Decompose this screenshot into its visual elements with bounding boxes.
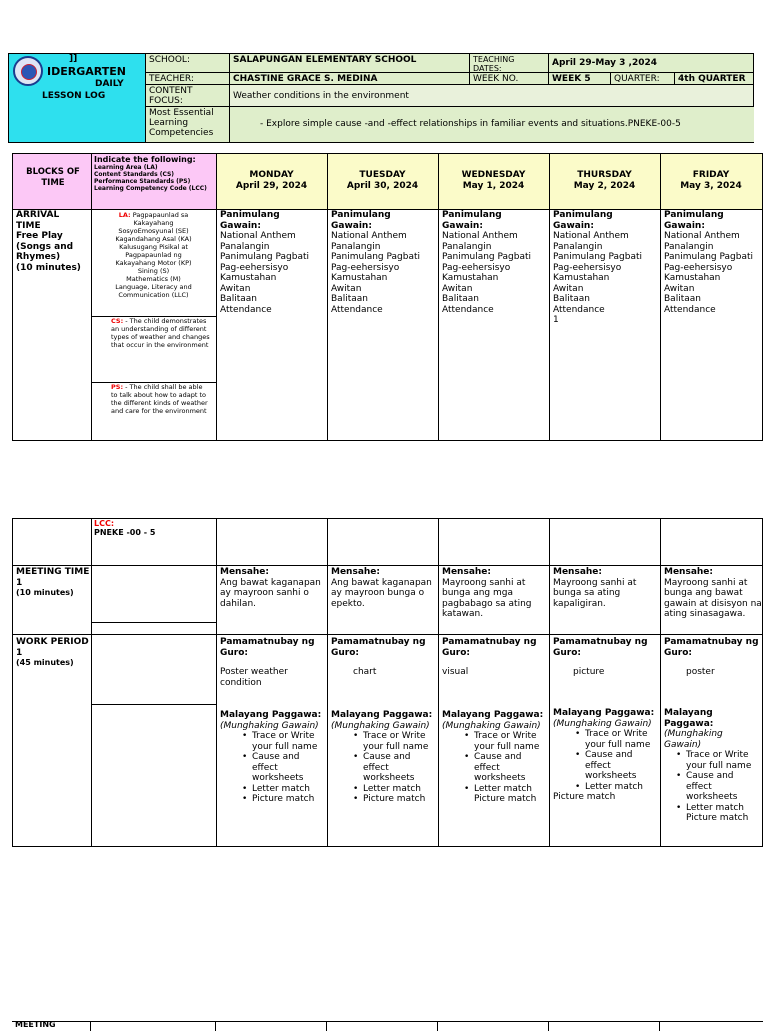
malayang-label: Malayang Paggawa: bbox=[664, 708, 714, 729]
work-thursday-malayang bbox=[553, 708, 659, 803]
meeting-monday-cell bbox=[220, 567, 326, 609]
la-line: Pagpapaunlad ng bbox=[125, 251, 182, 259]
cell-line: Panalangin bbox=[442, 241, 492, 252]
content-focus-value: Weather conditions in the environment bbox=[230, 85, 754, 107]
cell-line: Panimulang bbox=[220, 210, 280, 220]
daily-schedule-table bbox=[12, 153, 763, 441]
indicate-line: Learning Competency Code (LCC) bbox=[94, 185, 207, 192]
cell-line: Gawain: bbox=[664, 220, 705, 231]
activity-item: • Letter match bbox=[464, 784, 548, 795]
guro-value: visual bbox=[442, 667, 469, 677]
cell-line: Attendance bbox=[664, 304, 716, 315]
divider bbox=[437, 1022, 438, 1031]
cell-line: Kamustahan bbox=[553, 273, 610, 283]
la-line: Pagpapaunlad sa bbox=[132, 211, 189, 219]
mensahe-text: Ang bawat kaganapan ay mayroon sanhi o dahilan. bbox=[220, 577, 321, 609]
guro-label: Pamamatnubay ng Guro: bbox=[442, 637, 537, 658]
cell-line: Gawain: bbox=[331, 220, 372, 231]
teaching-dates-label: TEACHING DATES: bbox=[470, 54, 549, 73]
guro-value: poster bbox=[686, 667, 715, 677]
divider bbox=[549, 519, 550, 846]
cell-line: Balitaan bbox=[220, 294, 257, 304]
cell-line: Panimulang bbox=[553, 210, 613, 220]
cell-line: National Anthem bbox=[331, 231, 407, 241]
lcc-value: PNEKE -00 - 5 bbox=[94, 528, 156, 537]
day-header-monday bbox=[216, 154, 327, 209]
cell-line: Attendance bbox=[553, 304, 605, 315]
cell-line: Attendance bbox=[442, 304, 494, 315]
learning-area-cell bbox=[93, 211, 214, 299]
activity-item: • Letter match bbox=[575, 782, 659, 793]
activity-item: • Trace or Write your full name bbox=[575, 729, 659, 750]
work-thursday-guro bbox=[553, 637, 659, 678]
activity-trailing: Picture match bbox=[553, 792, 616, 802]
cell-line: Balitaan bbox=[664, 294, 701, 304]
cell-line: Panimulang Pagbati bbox=[664, 252, 754, 262]
week-value: WEEK 5 bbox=[549, 73, 611, 85]
activity-item: • Trace or Write your full name bbox=[242, 731, 326, 752]
content-focus-label: CONTENT FOCUS: bbox=[146, 85, 230, 107]
day-date: May 2, 2024 bbox=[573, 181, 636, 191]
la-line: Language, Literacy and bbox=[115, 283, 192, 291]
activity-item: • Letter match bbox=[353, 784, 437, 795]
block-title: WORK PERIOD 1 bbox=[16, 637, 89, 658]
activity-item: • Letter match Picture match bbox=[676, 803, 762, 824]
cell-line: Gawain: bbox=[220, 220, 261, 231]
divider bbox=[438, 519, 439, 846]
day-header-friday bbox=[660, 154, 762, 209]
divider bbox=[548, 1022, 549, 1031]
guro-value: picture bbox=[573, 667, 605, 677]
cell-line: Panimulang Pagbati bbox=[442, 252, 532, 262]
cell-line: Attendance bbox=[220, 304, 272, 315]
divider bbox=[91, 519, 92, 846]
cell-line: Kamustahan bbox=[220, 273, 277, 283]
cell-line: Pag-eehersisyo bbox=[331, 262, 400, 273]
cell-line: Kamustahan bbox=[331, 273, 388, 283]
blocks-of-time-header: BLOCKS OF TIME bbox=[26, 167, 80, 188]
cell-line: Awitan bbox=[442, 283, 473, 294]
work-period-block bbox=[16, 637, 90, 669]
la-line: Kakayahang bbox=[133, 219, 174, 227]
divider bbox=[90, 1022, 91, 1031]
divider bbox=[659, 1022, 660, 1031]
guro-label: Pamamatnubay ng Guro: bbox=[331, 637, 426, 658]
la-line: Mathematics (M) bbox=[126, 275, 181, 283]
lesson-log-header bbox=[8, 53, 754, 143]
cell-line: Gawain: bbox=[442, 220, 483, 231]
mungkahing-label: (Munghaking Gawain) bbox=[331, 720, 430, 731]
divider bbox=[660, 519, 661, 846]
la-line: Sining (S) bbox=[137, 267, 170, 275]
performance-standard-cell bbox=[111, 383, 211, 415]
activity-item: • Cause and effect worksheets bbox=[575, 750, 659, 782]
day-date: May 3, 2024 bbox=[680, 181, 742, 191]
divider bbox=[549, 154, 550, 440]
activity-item: • Trace or Write your full name bbox=[464, 731, 548, 752]
day-name: THURSDAY bbox=[577, 170, 632, 180]
cell-line: Pag-eehersisyo bbox=[664, 262, 733, 273]
day-name: WEDNESDAY bbox=[461, 170, 526, 180]
cell-line: Panalangin bbox=[553, 241, 603, 252]
lcc-label: LCC: bbox=[94, 519, 115, 528]
school-label: SCHOOL: bbox=[146, 54, 230, 73]
cell-line: National Anthem bbox=[442, 231, 518, 241]
block-title: MEETING TIME 1 bbox=[16, 567, 90, 588]
block-line: Rhymes) bbox=[16, 252, 61, 262]
work-monday-malayang bbox=[220, 710, 326, 805]
malayang-label: Malayang Paggawa: bbox=[442, 710, 544, 720]
logo-line-3: DAILY bbox=[95, 79, 124, 89]
divider bbox=[216, 154, 217, 440]
day-name: FRIDAY bbox=[692, 170, 730, 180]
activity-item: • Cause and effect worksheets bbox=[353, 752, 437, 784]
la-label: LA: bbox=[118, 211, 131, 219]
quarter-label: QUARTER: bbox=[611, 73, 675, 85]
partial-block-label: MEETING bbox=[15, 1020, 56, 1029]
cell-line: Pag-eehersisyo bbox=[553, 262, 622, 273]
guro-value: Poster weather condition bbox=[220, 667, 288, 688]
cell-line: Panalangin bbox=[664, 241, 714, 252]
guro-value: chart bbox=[353, 667, 377, 677]
indicate-line: Learning Area (LA) bbox=[94, 164, 158, 171]
cs-label: CS: bbox=[111, 317, 124, 325]
cell-line: Balitaan bbox=[553, 294, 590, 304]
la-line: SosyoEmosyunal (SE) bbox=[118, 227, 189, 235]
cell-line: Awitan bbox=[664, 283, 695, 294]
ps-label: PS: bbox=[111, 383, 124, 391]
activity-item: • Trace or Write your full name bbox=[676, 750, 762, 771]
block-line: TIME bbox=[16, 220, 41, 231]
mensahe-text: Ang bawat kaganapan ay mayroon bunga o epekto. bbox=[331, 577, 432, 609]
day-header-wednesday bbox=[438, 154, 549, 209]
block-line: (Songs and bbox=[16, 241, 74, 252]
deped-seal-icon bbox=[13, 56, 43, 86]
divider bbox=[327, 519, 328, 846]
divider bbox=[327, 154, 328, 440]
activity-item: • Cause and effect worksheets bbox=[676, 771, 762, 803]
next-table-edge bbox=[12, 1021, 763, 1031]
divider bbox=[91, 622, 216, 623]
mungkahing-label: (Munghaking Gawain) bbox=[553, 718, 652, 729]
meeting-thursday-cell bbox=[553, 567, 659, 609]
mensahe-label: Mensahe: bbox=[220, 567, 270, 577]
cell-line: Gawain: bbox=[553, 220, 594, 231]
cell-line: Attendance bbox=[331, 304, 383, 315]
divider bbox=[438, 154, 439, 440]
work-tuesday-guro bbox=[331, 637, 437, 678]
day-date: April 30, 2024 bbox=[346, 181, 419, 191]
indicate-line: Performance Standards (PS) bbox=[94, 178, 191, 185]
guro-label: Pamamatnubay ng Guro: bbox=[220, 637, 315, 658]
activity-trailing: Picture match bbox=[474, 794, 537, 804]
mensahe-label: Mensahe: bbox=[442, 567, 492, 577]
logo-line-2: IDERGARTEN bbox=[47, 65, 126, 78]
cell-line: Pag-eehersisyo bbox=[220, 262, 289, 273]
block-line: ARRIVAL bbox=[16, 210, 60, 220]
mungkahing-label: (Munghaking Gawain) bbox=[220, 720, 319, 731]
cell-line: Panimulang bbox=[664, 210, 724, 220]
meeting-wednesday-cell bbox=[442, 567, 548, 620]
mensahe-label: Mensahe: bbox=[664, 567, 714, 577]
divider bbox=[216, 519, 217, 846]
divider bbox=[13, 634, 762, 635]
meeting-tuesday-cell bbox=[331, 567, 437, 609]
arrival-wednesday-cell bbox=[442, 210, 548, 315]
malayang-label: Malayang Paggawa: bbox=[331, 710, 433, 720]
la-line: Kakayahang Motor (KP) bbox=[115, 259, 192, 267]
cell-line: Panimulang Pagbati bbox=[331, 252, 421, 262]
arrival-thursday-cell bbox=[553, 210, 659, 326]
cell-line: National Anthem bbox=[220, 231, 296, 241]
school-value: SALAPUNGAN ELEMENTARY SCHOOL bbox=[230, 54, 470, 73]
activity-item: • Cause and effect worksheets bbox=[464, 752, 548, 784]
indicate-title: Indicate the following: bbox=[94, 155, 196, 164]
week-label: WEEK NO. bbox=[470, 73, 549, 85]
cell-line: Awitan bbox=[331, 283, 362, 294]
content-standard-cell bbox=[111, 317, 211, 349]
mensahe-text: Mayroong sanhi at bunga sa ating kapaligiran. bbox=[553, 577, 637, 609]
lcc-cell bbox=[94, 519, 214, 537]
mungkahing-label: (Munghaking Gawain) bbox=[664, 729, 723, 750]
indicate-header bbox=[94, 155, 214, 192]
mel-label: Most Essential Learning Competencies bbox=[146, 107, 230, 142]
work-wednesday-malayang bbox=[442, 710, 548, 805]
cell-line: Panalangin bbox=[331, 241, 381, 252]
guro-label: Pamamatnubay ng Guro: bbox=[553, 637, 648, 658]
cell-line: Panimulang Pagbati bbox=[220, 252, 310, 262]
mensahe-label: Mensahe: bbox=[553, 567, 603, 577]
divider bbox=[215, 1022, 216, 1031]
meeting-time-block bbox=[16, 567, 90, 599]
cell-line: Balitaan bbox=[331, 294, 368, 304]
mensahe-label: Mensahe: bbox=[331, 567, 381, 577]
block-minutes: (10 minutes) bbox=[16, 588, 74, 597]
arrival-tuesday-cell bbox=[331, 210, 437, 315]
activity-item: • Picture match bbox=[353, 794, 437, 805]
teaching-dates-value: April 29-May 3 ,2024 bbox=[549, 54, 754, 73]
cell-line: Panimulang bbox=[442, 210, 502, 220]
work-monday-guro bbox=[220, 637, 326, 688]
divider bbox=[660, 154, 661, 440]
la-line: Kagandahang Asal (KA) bbox=[115, 235, 192, 243]
la-line: Kalusugang Pisikal at bbox=[119, 243, 188, 251]
divider bbox=[91, 704, 216, 705]
divider bbox=[326, 1022, 327, 1031]
cell-line: National Anthem bbox=[553, 231, 629, 241]
malayang-label: Malayang Paggawa: bbox=[220, 710, 322, 720]
day-name: MONDAY bbox=[249, 170, 294, 180]
teacher-label: TEACHER: bbox=[146, 73, 230, 85]
work-tuesday-malayang bbox=[331, 710, 437, 805]
quarter-value: 4th QUARTER bbox=[675, 73, 754, 85]
ps-text: - The child shall be able to talk about how to adapt to the different kinds of weather and care for the environment bbox=[111, 383, 208, 415]
work-friday-guro bbox=[664, 637, 762, 678]
teacher-value: CHASTINE GRACE S. MEDINA bbox=[230, 73, 470, 85]
activity-item: • Cause and effect worksheets bbox=[242, 752, 326, 784]
day-name: TUESDAY bbox=[359, 170, 406, 180]
work-friday-malayang bbox=[664, 708, 762, 824]
activity-item: • Letter match bbox=[242, 784, 326, 795]
day-header-thursday bbox=[549, 154, 660, 209]
cell-line: Kamustahan bbox=[664, 273, 721, 283]
mensahe-text: Mayroong sanhi at bunga ang bawat gawain at disisyon na ating sinasagawa. bbox=[664, 577, 762, 619]
arrival-monday-cell bbox=[220, 210, 326, 315]
malayang-label: Malayang Paggawa: bbox=[553, 708, 655, 718]
cell-line: Kamustahan bbox=[442, 273, 499, 283]
logo-line-1: ]] bbox=[69, 54, 78, 64]
divider bbox=[13, 565, 762, 566]
cell-line: Balitaan bbox=[442, 294, 479, 304]
logo-cell bbox=[9, 54, 146, 142]
block-line: (10 minutes) bbox=[16, 262, 81, 273]
cell-line: 1 bbox=[553, 315, 559, 325]
block-line: Free Play bbox=[16, 231, 63, 241]
work-period-table bbox=[12, 518, 763, 847]
activity-item: • Picture match bbox=[242, 794, 326, 805]
cs-text: - The child demonstrates an understanding of different types of weather and changes that occur in the environment bbox=[111, 317, 210, 349]
cell-line: Awitan bbox=[553, 283, 584, 294]
guro-label: Pamamatnubay ng Guro: bbox=[664, 637, 759, 658]
mungkahing-label: (Munghaking Gawain) bbox=[442, 720, 541, 731]
arrival-time-block bbox=[16, 210, 90, 273]
cell-line: Awitan bbox=[220, 283, 251, 294]
activity-item: • Trace or Write your full name bbox=[353, 731, 437, 752]
indicate-line: Content Standards (CS) bbox=[94, 171, 175, 178]
cell-line: Panimulang Pagbati bbox=[553, 252, 643, 262]
arrival-friday-cell bbox=[664, 210, 762, 315]
mel-value: - Explore simple cause -and -effect relationships in familiar events and situations.PNEKE-00-5 bbox=[230, 107, 754, 142]
day-date: April 29, 2024 bbox=[235, 181, 308, 191]
la-line: Communication (LLC) bbox=[118, 291, 189, 299]
divider bbox=[91, 154, 92, 440]
day-header-tuesday bbox=[327, 154, 438, 209]
cell-line: Panimulang bbox=[331, 210, 391, 220]
cell-line: National Anthem bbox=[664, 231, 740, 241]
block-minutes: (45 minutes) bbox=[16, 658, 74, 667]
mensahe-text: Mayroong sanhi at bunga ang mga pagbabago sa ating katawan. bbox=[442, 577, 532, 619]
cell-line: Pag-eehersisyo bbox=[442, 262, 511, 273]
meeting-friday-cell bbox=[664, 567, 762, 620]
work-wednesday-guro bbox=[442, 637, 548, 678]
cell-line: Panalangin bbox=[220, 241, 270, 252]
day-date: May 1, 2024 bbox=[462, 181, 525, 191]
logo-line-4: LESSON LOG bbox=[42, 91, 106, 101]
